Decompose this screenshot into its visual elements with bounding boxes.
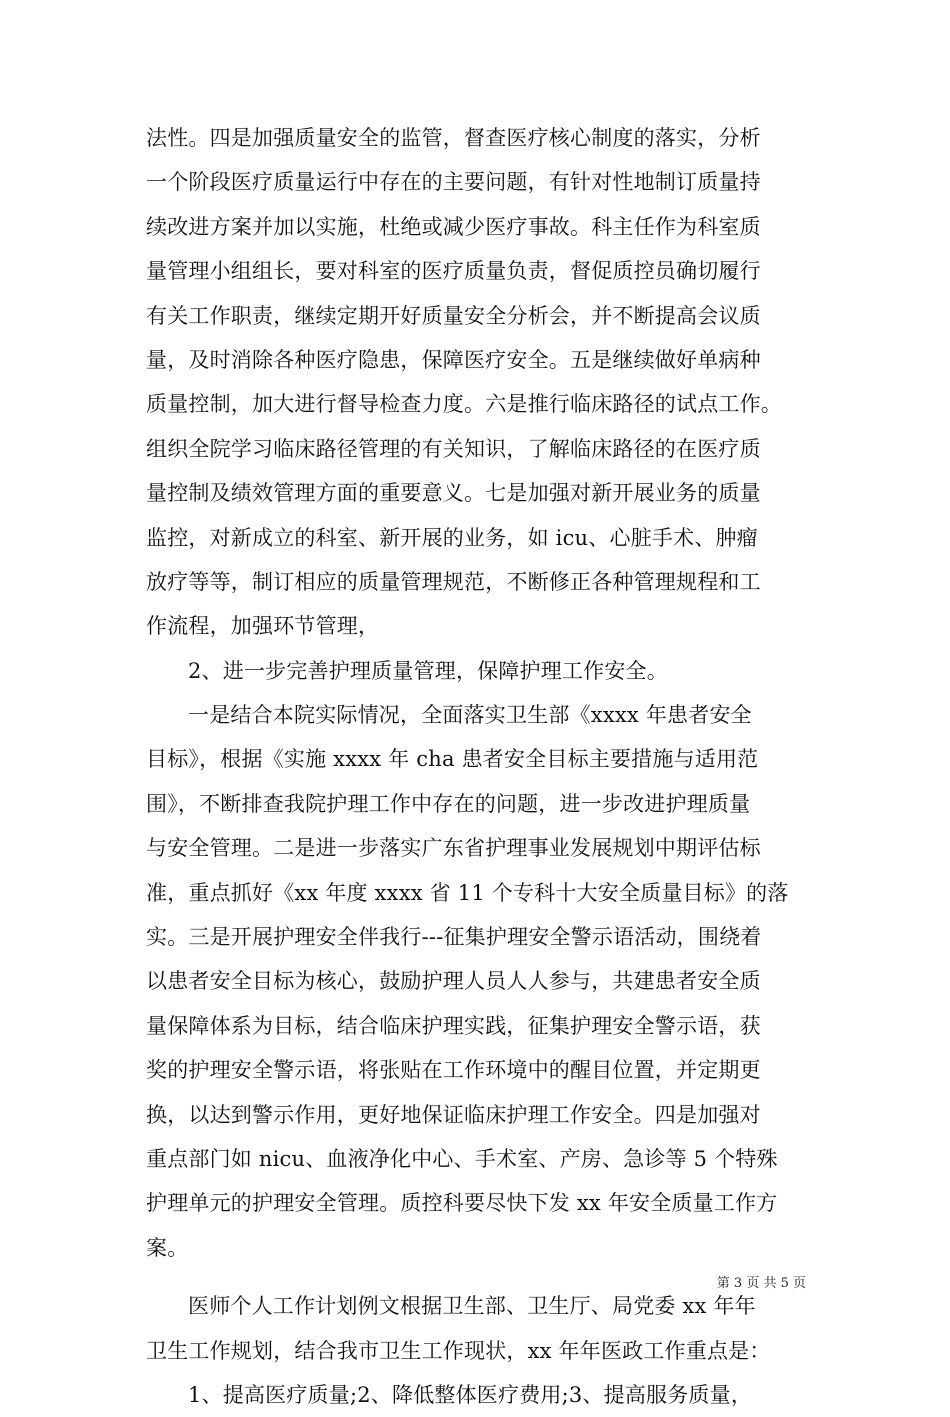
text-line: 案。 bbox=[146, 1235, 189, 1260]
text-line: 一是结合本院实际情况，全面落实卫生部《xxxx 年患者安全 bbox=[188, 703, 752, 728]
text-line: 量保障体系为目标，结合临床护理实践，征集护理安全警示语，获 bbox=[146, 1013, 761, 1038]
text-line: 医师个人工作计划例文根据卫生部、卫生厅、局党委 xx 年年 bbox=[188, 1294, 756, 1319]
text-line: 卫生工作规划，结合我市卫生工作现状，xx 年年医政工作重点是： bbox=[146, 1338, 771, 1363]
text-line: 续改进方案并加以实施，杜绝或减少医疗事故。科主任作为科室质 bbox=[146, 214, 761, 239]
text-line: 准，重点抓好《xx 年度 xxxx 省 11 个专科十大安全质量目标》的落 bbox=[146, 880, 789, 905]
text-line: 质量控制，加大进行督导检查力度。六是推行临床路径的试点工作。 bbox=[146, 392, 782, 417]
text-line: 监控，对新成立的科室、新开展的业务，如 icu、心脏手术、肿瘤 bbox=[146, 525, 758, 550]
text-line: 与安全管理。二是进一步落实广东省护理事业发展规划中期评估标 bbox=[146, 836, 761, 861]
document-body bbox=[146, 116, 826, 1417]
text-line: 组织全院学习临床路径管理的有关知识，了解临床路径的在医疗质 bbox=[146, 436, 761, 461]
text-line: 放疗等等，制订相应的质量管理规范，不断修正各种管理规程和工 bbox=[146, 569, 761, 594]
text-line: 有关工作职责，继续定期开好质量安全分析会，并不断提高会议质 bbox=[146, 303, 761, 328]
text-line: 以患者安全目标为核心，鼓励护理人员人人参与，共建患者安全质 bbox=[146, 969, 761, 994]
text-line: 法性。四是加强质量安全的监管，督查医疗核心制度的落实，分析 bbox=[146, 126, 761, 150]
page-number-footer: 第 3 页 共 5 页 bbox=[716, 1276, 806, 1291]
section-heading: 2、进一步完善护理质量管理，保障护理工作安全。 bbox=[188, 658, 668, 683]
text-line: 作流程，加强环节管理， bbox=[146, 614, 380, 639]
text-line: 实。三是开展护理安全伴我行---征集护理安全警示语活动，围绕着 bbox=[146, 925, 762, 950]
text-line: 量，及时消除各种医疗隐患，保障医疗安全。五是继续做好单病种 bbox=[146, 347, 761, 372]
text-line: 1、提高医疗质量;2、降低整体医疗费用;3、提高服务质量， bbox=[188, 1382, 753, 1407]
text-line: 围》，不断排查我院护理工作中存在的问题，进一步改进护理质量 bbox=[146, 791, 751, 816]
text-line: 重点部门如 nicu、血液净化中心、手术室、产房、急诊等 5 个特殊 bbox=[146, 1146, 778, 1171]
text-line: 一个阶段医疗质量运行中存在的主要问题，有针对性地制订质量持 bbox=[146, 170, 761, 195]
text-line: 目标》，根据《实施 xxxx 年 cha 患者安全目标主要措施与适用范 bbox=[146, 747, 759, 772]
text-line: 护理单元的护理安全管理。质控科要尽快下发 xx 年安全质量工作方 bbox=[146, 1191, 778, 1216]
text-line: 量控制及绩效管理方面的重要意义。七是加强对新开展业务的质量 bbox=[146, 481, 761, 506]
text-line: 奖的护理安全警示语，将张贴在工作环境中的醒目位置，并定期更 bbox=[146, 1058, 761, 1083]
text-line: 换，以达到警示作用，更好地保证临床护理工作安全。四是加强对 bbox=[146, 1102, 761, 1127]
text-line: 量管理小组组长，要对科室的医疗质量负责，督促质控员确切履行 bbox=[146, 259, 761, 284]
